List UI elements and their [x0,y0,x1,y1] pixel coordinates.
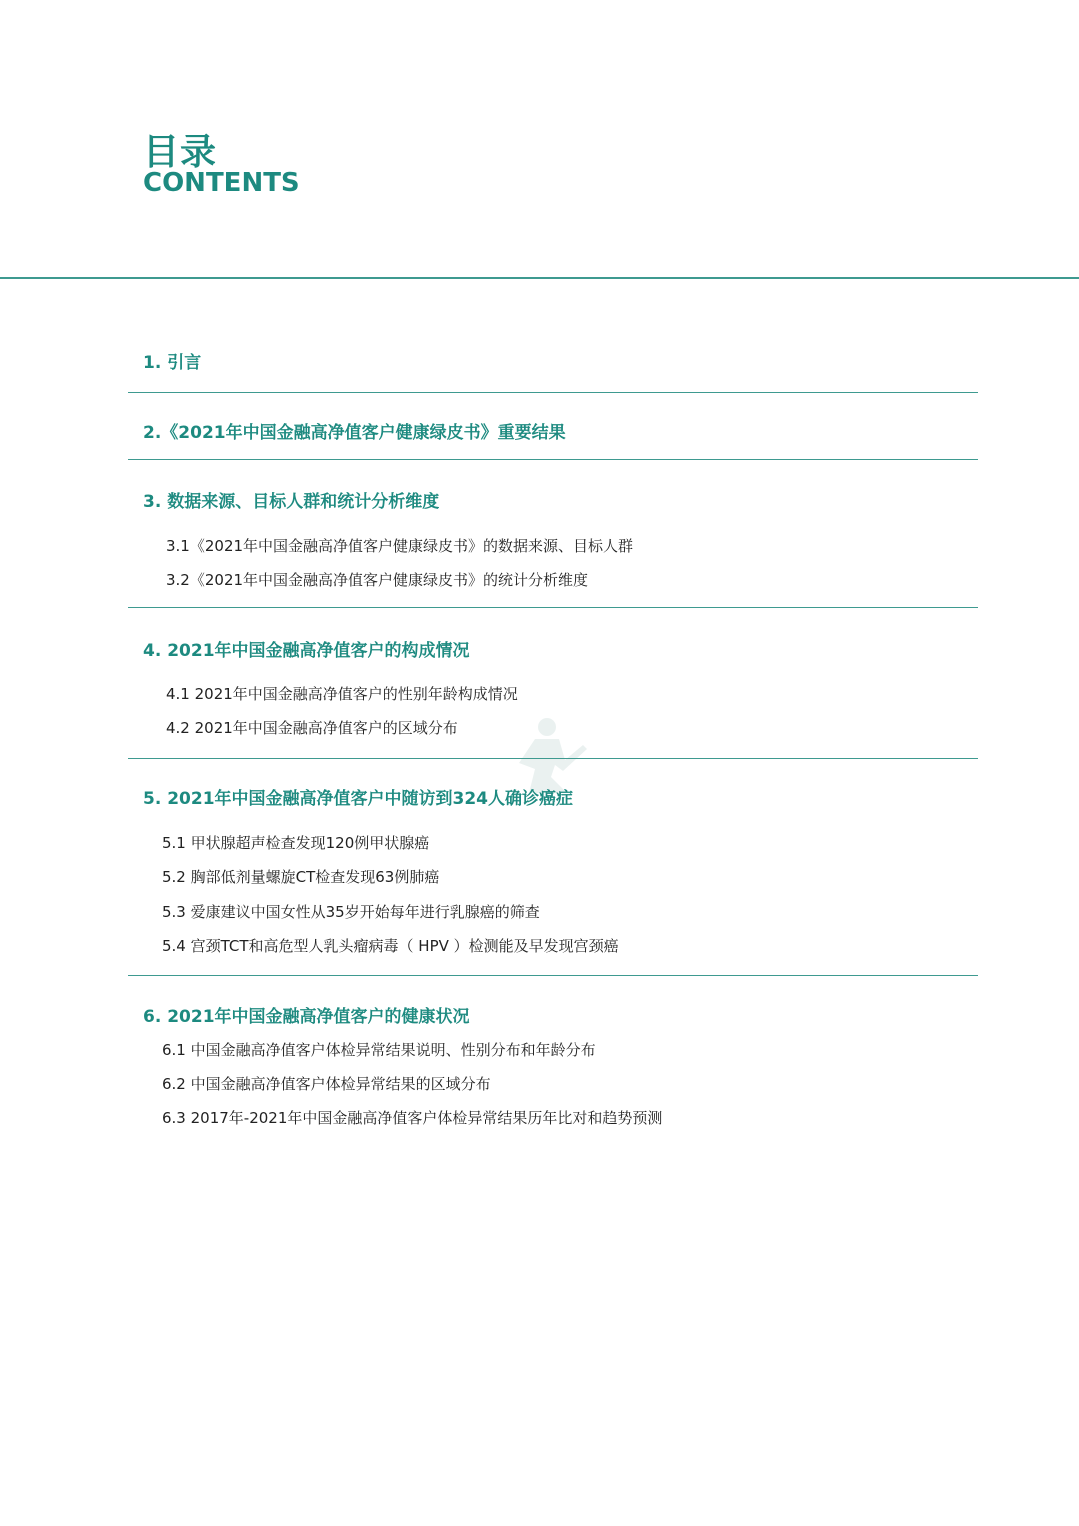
section-divider [128,392,978,393]
toc-section-2[interactable]: 2.《2021年中国金融高净值客户健康绿皮书》重要结果 [143,423,566,443]
toc-item-5-3[interactable]: 5.3 爱康建议中国女性从35岁开始每年进行乳腺癌的筛查 [162,903,540,921]
toc-item-4-1[interactable]: 4.1 2021年中国金融高净值客户的性别年龄构成情况 [166,685,518,703]
toc-item-5-4[interactable]: 5.4 宫颈TCT和高危型人乳头瘤病毒（ HPV ）检测能及早发现宫颈癌 [162,937,619,955]
page-title-en: CONTENTS [143,168,300,198]
section-divider [128,607,978,608]
toc-section-6[interactable]: 6. 2021年中国金融高净值客户的健康状况 [143,1007,470,1027]
toc-item-6-2[interactable]: 6.2 中国金融高净值客户体检异常结果的区域分布 [162,1075,491,1093]
section-divider [128,758,978,759]
header-divider [0,277,1079,279]
toc-item-6-1[interactable]: 6.1 中国金融高净值客户体检异常结果说明、性别分布和年龄分布 [162,1041,596,1059]
toc-item-6-3[interactable]: 6.3 2017年-2021年中国金融高净值客户体检异常结果历年比对和趋势预测 [162,1109,663,1127]
runner-watermark-icon [505,715,590,795]
toc-section-3[interactable]: 3. 数据来源、目标人群和统计分析维度 [143,492,440,512]
section-divider [128,459,978,460]
page-title-cn: 目录 [143,132,218,173]
toc-item-3-1[interactable]: 3.1《2021年中国金融高净值客户健康绿皮书》的数据来源、目标人群 [166,537,634,555]
toc-item-4-2[interactable]: 4.2 2021年中国金融高净值客户的区域分布 [166,719,458,737]
toc-item-5-2[interactable]: 5.2 胸部低剂量螺旋CT检查发现63例肺癌 [162,868,440,886]
toc-section-4[interactable]: 4. 2021年中国金融高净值客户的构成情况 [143,641,470,661]
toc-item-5-1[interactable]: 5.1 甲状腺超声检查发现120例甲状腺癌 [162,834,430,852]
section-divider [128,975,978,976]
toc-section-5[interactable]: 5. 2021年中国金融高净值客户中随访到324人确诊癌症 [143,789,574,809]
toc-section-1[interactable]: 1. 引言 [143,353,202,373]
toc-item-3-2[interactable]: 3.2《2021年中国金融高净值客户健康绿皮书》的统计分析维度 [166,571,589,589]
